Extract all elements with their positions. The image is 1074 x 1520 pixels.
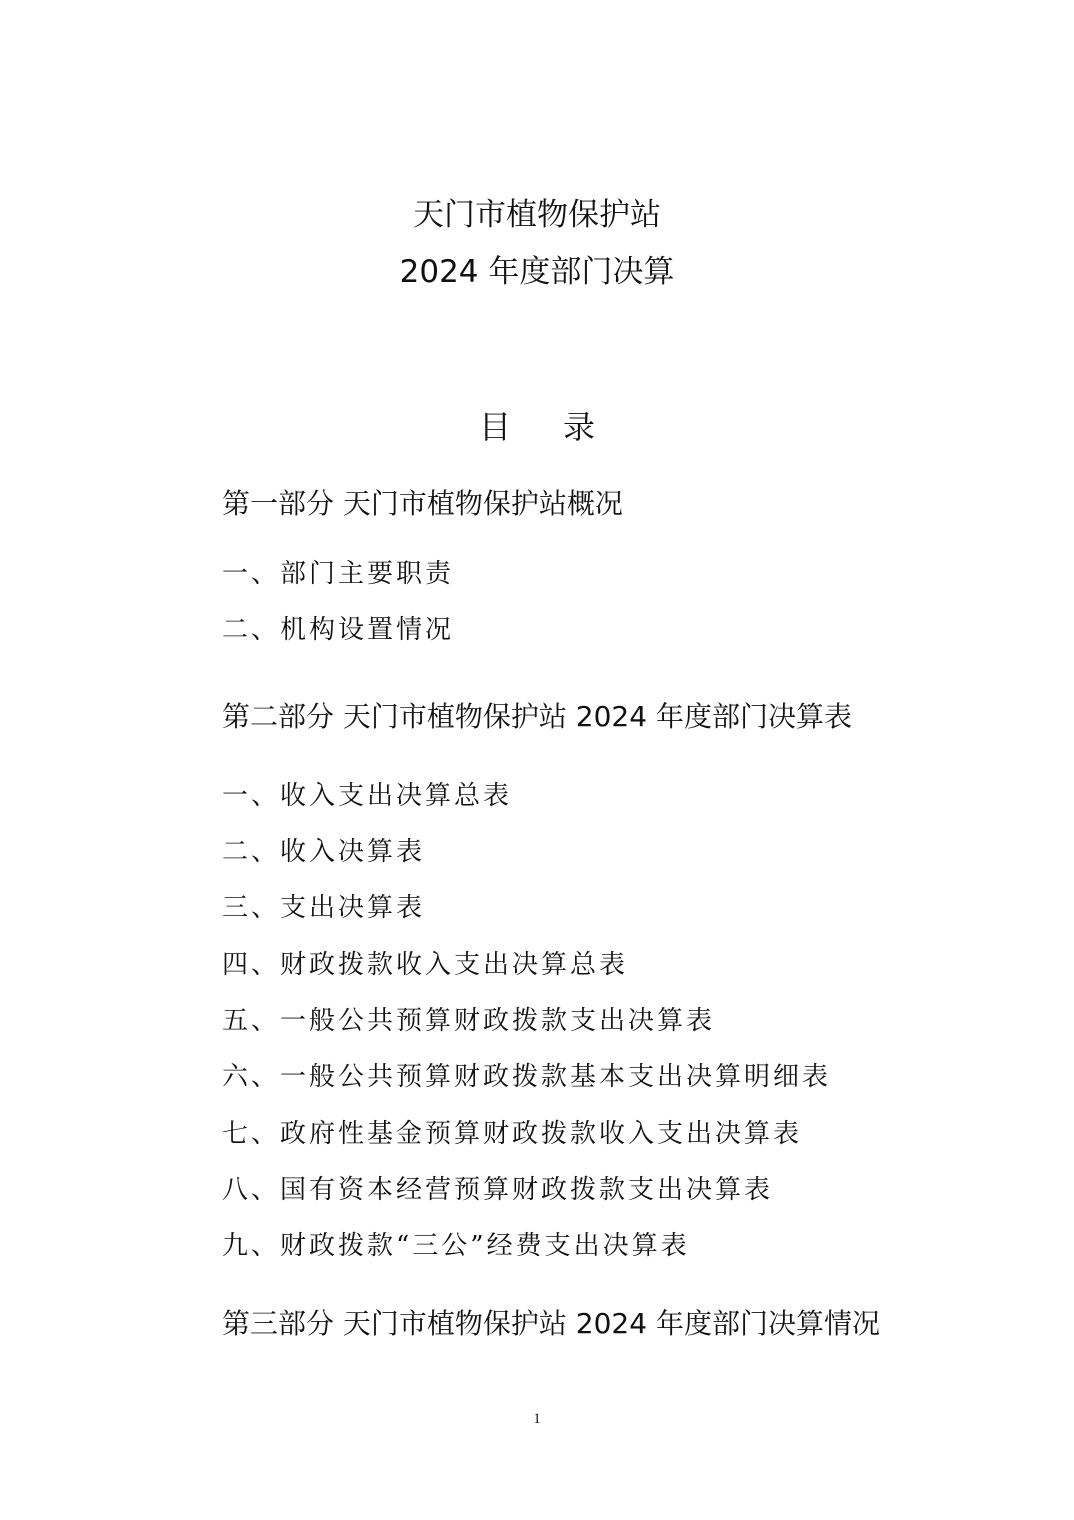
toc-item: 八、国有资本经营预算财政拨款支出决算表 [222, 1175, 774, 1205]
toc-part-1-heading: 第一部分 天门市植物保护站概况 [222, 487, 623, 520]
toc-heading: 目录 [478, 408, 647, 446]
toc-item: 九、财政拨款“三公”经费支出决算表 [222, 1231, 690, 1261]
toc-item: 四、财政拨款收入支出决算总表 [222, 950, 629, 980]
toc-item: 七、政府性基金预算财政拨款收入支出决算表 [222, 1119, 803, 1149]
toc-item: 一、收入支出决算总表 [222, 781, 513, 811]
toc-item: 二、机构设置情况 [222, 615, 455, 645]
toc-item: 一、部门主要职责 [222, 559, 455, 589]
toc-item: 三、支出决算表 [222, 893, 426, 923]
toc-item: 五、一般公共预算财政拨款支出决算表 [222, 1006, 716, 1036]
toc-part-3-heading: 第三部分 天门市植物保护站 2024 年度部门决算情况 [222, 1307, 880, 1340]
document-subtitle: 2024 年度部门决算 [399, 254, 675, 290]
toc-item: 二、收入决算表 [222, 837, 426, 867]
page-number: 1 [533, 1411, 541, 1427]
toc-item: 六、一般公共预算财政拨款基本支出决算明细表 [222, 1062, 832, 1092]
document-title: 天门市植物保护站 [413, 197, 661, 233]
toc-part-2-heading: 第二部分 天门市植物保护站 2024 年度部门决算表 [222, 700, 852, 733]
